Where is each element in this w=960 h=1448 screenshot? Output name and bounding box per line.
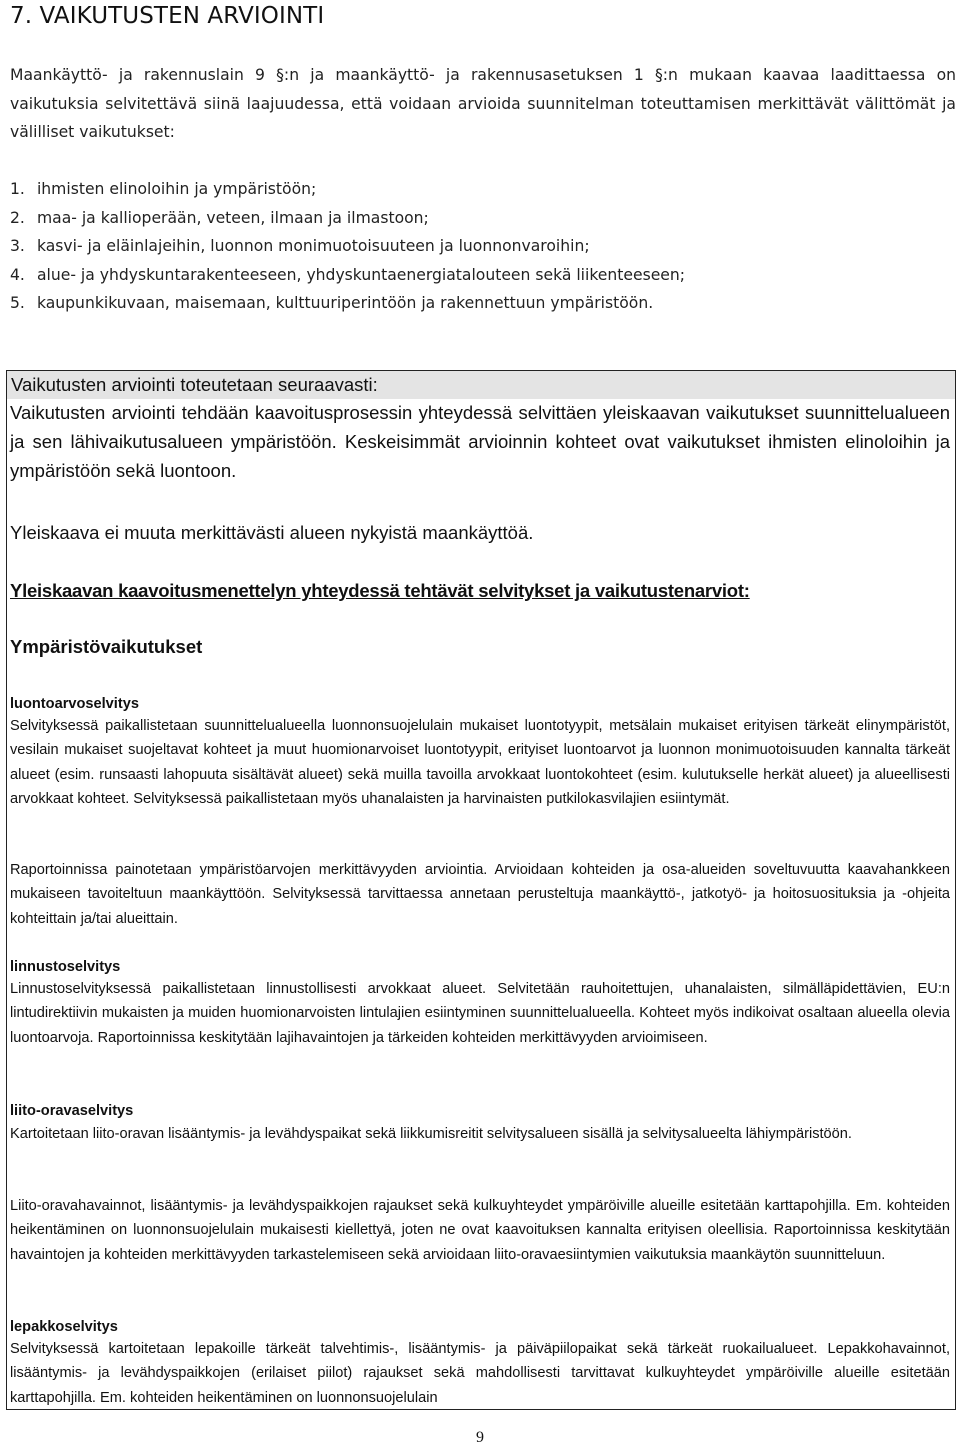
bat-survey-paragraph: Selvityksessä kartoitetaan lepakoille tärkeät talvehtimis-, lisääntymis- ja päiväpiilopaikat sekä tärkeät ruokailualueet. Lepakkohavainnot, lisääntymis- ja levähdyspaikkojen (erilaiset piilot) rajaukset sekä mahdollisesti tarvittavat kulkuyhteydet ympäröiville alueille esitetään karttapohjilla. Em. kohteiden heikentäminen on luonnonsuojelulain — [10, 1341, 950, 1406]
list-item-text: ihmisten elinoloihin ja ympäristöön; — [36, 180, 317, 198]
environmental-impacts-heading: Ympäristövaikutukset — [10, 636, 203, 657]
list-item — [10, 289, 685, 318]
box-header — [7, 371, 955, 399]
list-number: 3. — [10, 237, 25, 255]
nature-survey-heading: luontoarvoselvitys — [10, 696, 139, 712]
list-item — [10, 261, 685, 290]
flying-squirrel-survey-heading: liito-oravaselvitys — [10, 1103, 134, 1119]
page-title: 7. VAIKUTUSTEN ARVIOINTI — [10, 3, 325, 29]
list-item-text: kasvi- ja eläinlajeihin, luonnon monimuotoisuuteen ja luonnonvaroihin; — [36, 237, 590, 255]
list-item — [10, 232, 685, 261]
list-item — [10, 175, 685, 204]
bat-survey-heading: lepakkoselvitys — [10, 1319, 118, 1335]
box-header-title: Vaikutusten arviointi toteutetaan seuraavasti: — [11, 374, 378, 395]
intro-paragraph: Maankäyttö- ja rakennuslain 9 §:n ja maankäyttö- ja rakennusasetuksen 1 §:n mukaan kaavaa laadittaessa on vaikutuksia selvitettävä siinä laajuudessa, että voidaan arvioida suunnitelman toteuttamisen merkittävät välittömät ja välilliset vaikutukset: — [10, 66, 956, 141]
nature-survey-paragraph-1: Selvityksessä paikallistetaan suunnittelualueella luonnonsuojelulain mukaiset luontotyypit, metsälain mukaiset erityisen tärkeät elinympäristöt, vesilain mukaiset suojeltavat kohteet ja muut huomionarvoiset luontotyypit, erityiset luontoarvot ja luonnon monimuotoisuuden kannalta tärkeät alueet (esim. runsaasti lahopuuta sisältävät alueet) sekä muilla tavoilla arvokkaat luontokohteet (esim. kulutukselle herkät alueet) ja alueellisesti arvokkaat kohteet. Selvityksessä paikallistetaan myös uhanalaisten ja harvinaisten putkilokasvilajien esiintymät. — [10, 718, 950, 807]
flying-squirrel-paragraph-2: Liito-oravahavainnot, lisääntymis- ja levähdyspaikkojen rajaukset sekä kulkuyhteydet ympäröiville alueille esitetään karttapohjilla. Em. kohteiden heikentäminen on luonnonsuojelulain mukaisesti kiellettyä, joten ne ovat kaavoituksen kannalta erityisen oleellisia. Raportoinnissa keskitytään havaintojen ja kohteiden merkittävyyden tarkastelemiseen sekä arvioidaan liito-oravaesiintymien vaikutuksia maankäytön suunnitteluun. — [10, 1198, 950, 1263]
master-plan-note: Yleiskaava ei muuta merkittävästi alueen nykyistä maankäyttöä. — [10, 522, 534, 543]
list-number: 5. — [10, 294, 25, 312]
studies-heading: Yleiskaavan kaavoitusmenettelyn yhteydessä tehtävät selvitykset ja vaikutustenarviot: — [10, 580, 750, 601]
bird-survey-paragraph: Linnustoselvityksessä paikallistetaan linnustollisesti arvokkaat alueet. Selvitetään rauhoitettujen, uhanalaisten, silmälläpidettävien, EU:n lintudirektiivin mukaisten ja muiden huomionarvoisten lintulajien esiintyminen suunnittelualueella. Kohteet myös indikoivat osaltaan alueella olevia luontoarvoja. Raportoinnissa keskitytään lajihavaintojen ja tärkeiden kohteiden merkittävyyden arvioimiseen. — [10, 981, 950, 1046]
page-number: 9 — [476, 1429, 484, 1446]
list-item-text: maa- ja kallioperään, veteen, ilmaan ja ilmastoon; — [36, 208, 429, 227]
bird-survey-heading: linnustoselvitys — [10, 959, 121, 975]
assessment-paragraph: Vaikutusten arviointi tehdään kaavoitusprosessin yhteydessä selvittäen yleiskaavan vaikutukset suunnittelualueen ja sen lähivaikutusalueen ympäristöön. Keskeisimmät arvioinnin kohteet ovat vaikutukset ihmisten elinoloihin ja ympäristöön sekä luontoon. — [10, 402, 950, 481]
list-item-text: alue- ja yhdyskuntarakenteeseen, yhdyskuntaenergiatalouteen sekä liikenteeseen; — [36, 265, 686, 284]
list-item — [10, 204, 685, 233]
list-item-text: kaupunkikuvaan, maisemaan, kulttuuriperintöön ja rakennettuun ympäristöön. — [36, 294, 654, 312]
list-number: 4. — [10, 265, 25, 284]
impact-list — [10, 175, 685, 318]
list-number: 2. — [10, 208, 25, 227]
flying-squirrel-paragraph-1: Kartoitetaan liito-oravan lisääntymis- ja levähdyspaikat sekä liikkumisreitit selvitysalueen sisällä ja selvitysalueelta lähiympäristöön. — [10, 1126, 852, 1142]
list-number: 1. — [10, 180, 25, 198]
nature-survey-paragraph-2: Raportoinnissa painotetaan ympäristöarvojen merkittävyyden arviointia. Arvioidaan kohteiden ja osa-alueiden soveltuvuutta kaavahankkeen mukaiseen tavoiteltuun maankäyttöön. Selvityksessä tarvittaessa annetaan perusteltuja maankäyttö-, jatkotyö- ja hoitosuosituksia ja -ohjeita kohteittain ja/tai alueittain. — [10, 862, 950, 927]
